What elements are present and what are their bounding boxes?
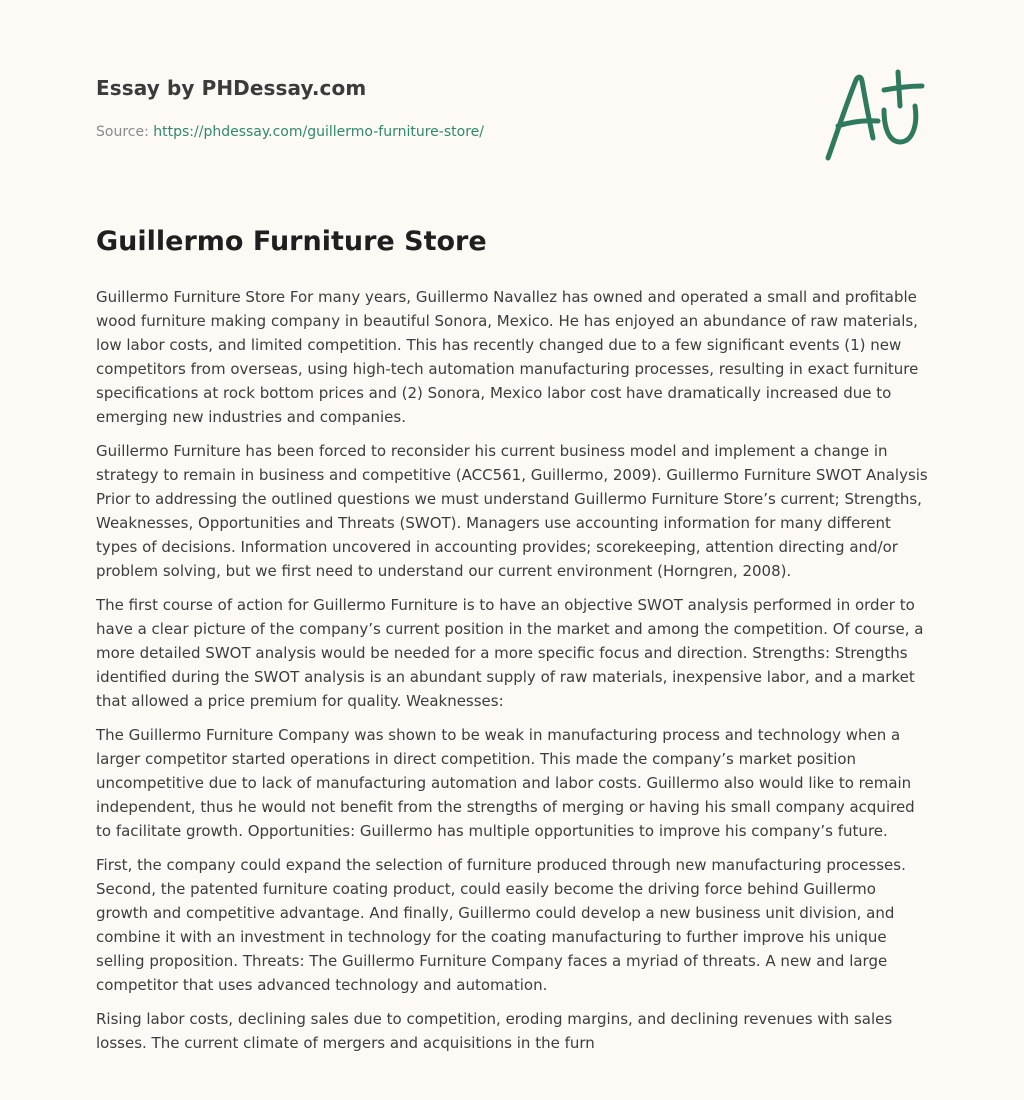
a-plus-logo-icon [818,64,930,168]
essay-paragraph: Guillermo Furniture Store For many years, Guillermo Navallez has owned and operated a small and profitable wood furniture making company in beautiful Sonora, Mexico. He has enjoyed an abundance of raw materials, low labor costs, and limited competition. This has recently changed due to a few significant events (1) new competitors from overseas, using high-tech automation manufacturing processes, resulting in exact furniture specifications at rock bottom prices and (2) Sonora, Mexico labor cost have dramatically increased due to emerging new industries and companies. [96,288,919,426]
essay-title: Guillermo Furniture Store [96,226,487,257]
site-title: Essay by PHDessay.com [96,76,367,100]
source-link[interactable]: https://phdessay.com/guillermo-furniture-store/ [153,124,484,140]
essay-paragraph: The first course of action for Guillermo Furniture is to have an objective SWOT analysis performed in order to have a clear picture of the company’s current position in the market and among the competition. Of course, a more detailed SWOT analysis would be needed for a more specific focus and direction. Strengths: Strengths identified during the SWOT analysis is an abundant supply of raw materials, inexpensive labor, and a market that allowed a price premium for quality. Weaknesses: [96,596,924,710]
source-label: Source: [96,124,149,140]
essay-paragraph: Rising labor costs, declining sales due to competition, eroding margins, and declining revenues with sales losses. The current climate of mergers and acquisitions in the furn [96,1010,893,1052]
source-line [96,124,484,140]
essay-body [96,285,932,1065]
essay-paragraph: First, the company could expand the selection of furniture produced through new manufacturing processes. Second, the patented furniture coating product, could easily become the driving force behind Guillermo growth and competitive advantage. And finally, Guillermo could develop a new business unit division, and combine it with an investment in technology for the coating manufacturing to further improve his unique selling proposition. Threats: The Guillermo Furniture Company faces a myriad of threats. A new and large competitor that uses advanced technology and automation. [96,856,906,994]
essay-paragraph: Guillermo Furniture has been forced to reconsider his current business model and implement a change in strategy to remain in business and competitive (ACC561, Guillermo, 2009). Guillermo Furniture SWOT Analysis Prior to addressing the outlined questions we must understand Guillermo Furniture Store’s current; Strengths, Weaknesses, Opportunities and Threats (SWOT). Managers use accounting information for many different types of decisions. Information uncovered in accounting provides; scorekeeping, attention directing and/or problem solving, but we first need to understand our current environment (Horngren, 2008). [96,442,928,580]
essay-paragraph: The Guillermo Furniture Company was shown to be weak in manufacturing process and technology when a larger competitor started operations in direct competition. This made the company’s market position uncompetitive due to lack of manufacturing automation and labor costs. Guillermo also would like to remain independent, thus he would not benefit from the strengths of merging or having his small company acquired to facilitate growth. Opportunities: Guillermo has multiple opportunities to improve his company’s future. [96,726,915,840]
